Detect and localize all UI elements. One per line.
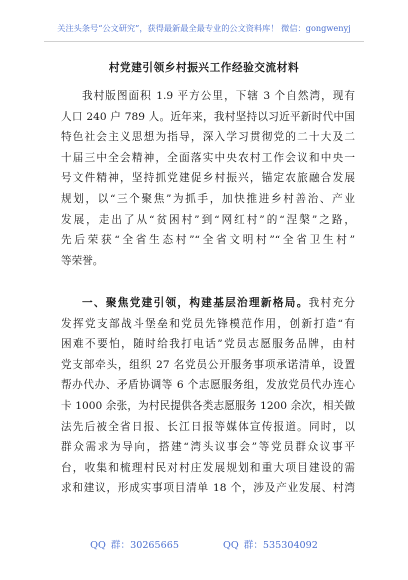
text-line: 求和建议，形成实事项目清单 18 个，涉及产业发展、村湾 xyxy=(61,482,355,495)
paragraph-intro xyxy=(61,86,355,271)
text-line: 党支部牵头，组织 27 名党员公开服务事项承诺清单，设置 xyxy=(61,358,355,371)
text-line: 法先后被全省日报、长江日报等媒体宣传报道。同时，以 xyxy=(61,420,355,433)
text-line: 号文件精神，坚持抓党建促乡村振兴，锚定农旅融合发展 xyxy=(61,172,355,185)
text-line xyxy=(61,293,355,314)
qq-group-right: QQ 群：535304092 xyxy=(222,540,318,551)
text-line: 台，收集和梳理村民对村庄发展规划和重大项目建设的需 xyxy=(61,461,355,474)
text-line: 特色社会主义思想为指导，深入学习贯彻党的二十大及二 xyxy=(61,131,355,144)
text-line: 发挥党支部战斗堡垒和党员先锋模范作用，创新打造“有 xyxy=(61,317,355,330)
text-line: 等荣誉。 xyxy=(61,254,104,267)
section-heading: 一、聚焦党建引领，构建基层治理新格局。 xyxy=(82,297,309,309)
text-line: 规划，以“三个聚焦”为抓手，加快推进乡村善治、产业 xyxy=(61,192,355,205)
text-line: 先后荣获“全省生态村”“全省文明村”“全省卫生村” xyxy=(61,234,355,247)
text-line: 人口 240 户 789 人。近年来，我村坚持以习近平新时代中国 xyxy=(61,110,355,123)
paragraph-section-one xyxy=(61,293,355,499)
text-line: 发展，走出了从“贫困村”到“网红村”的“涅槃”之路， xyxy=(61,213,355,226)
text-line: 群众需求为导向，搭建“湾头议事会”等党员群众议事平 xyxy=(61,441,355,454)
section-heading-rest: 我村充分 xyxy=(308,297,356,309)
qq-group-left: QQ 群：30265665 xyxy=(90,540,179,551)
document-title: 村党建引领乡村振兴工作经验交流材料 xyxy=(108,62,300,74)
text-line: 十届三中全会精神，全面落实中央农村工作会议和中央一 xyxy=(61,151,355,164)
footer-contact xyxy=(0,537,408,551)
text-line: 困难不要怕，随时给我打电话”党员志愿服务品牌，由村 xyxy=(61,338,355,351)
text-line: 帮办代办、矛盾协调等 6 个志愿服务组，发放党员代办连心 xyxy=(61,379,355,392)
header-divider xyxy=(44,41,364,42)
header-notice: 关注头条号“公文研究”，获得最新最全最专业的公文资料库！ 微信：gongwenyj xyxy=(57,23,351,33)
text-line: 卡 1000 余张，为村民提供各类志愿服务 1200 余次，相关做 xyxy=(61,399,355,412)
text-line: 我村版图面积 1.9 平方公里，下辖 3 个自然湾，现有 xyxy=(82,90,355,102)
